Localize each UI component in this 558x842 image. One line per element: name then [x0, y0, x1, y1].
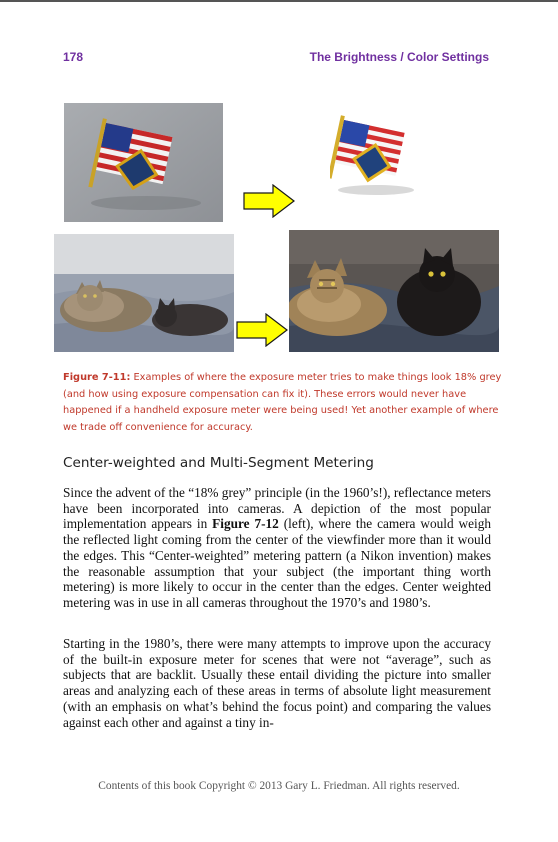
paragraph-text: (left), where the camera would weigh the reflected light coming from the center of the viewfinder more than it would the edges. This “Center-weighted” metering pattern (a Nikon invention) makes the reasonable assumption that your subject (the important thing worth metering) is more likely to occur in the center than the edges. Center weighted metering was in use in all cameras throughout the 1970’s and 1980’s.: [63, 516, 491, 610]
cats-photo-after: [289, 230, 499, 352]
body-paragraph: [63, 485, 491, 611]
figure-caption: [63, 370, 506, 436]
cats-photo-before: [54, 234, 234, 352]
yellow-arrow-icon: [236, 313, 288, 352]
yellow-arrow-icon: [243, 184, 295, 223]
flag-pin-photo-before: [64, 103, 223, 222]
top-border-line: [0, 0, 558, 2]
paragraph-text: Since the advent of the “18% grey” principle (in the 1960’s!), reflectance meters have been incorporated into cameras. A depiction of the most popular implementation appears in: [63, 485, 491, 532]
page-number: 178: [63, 50, 84, 64]
figure-reference: Figure 7-12: [212, 516, 279, 532]
copyright-footer: Contents of this book Copyright © 2013 Gary L. Friedman. All rights reserved.: [98, 780, 460, 792]
body-paragraph: Starting in the 1980’s, there were many attempts to improve upon the accuracy of the built-in exposure meter for scenes that were not “average”, such as subjects that are backlit. Usually these entail dividing the picture into smaller areas and analyzing each of these areas in terms of absolute light measurement (with an emphasis on what’s behind the focus point) and comparing the values against each other and against a tiny in-: [63, 636, 491, 730]
figure-label: Figure 7-11:: [63, 372, 131, 383]
section-heading: Center-weighted and Multi-Segment Metering: [63, 455, 374, 471]
running-head: The Brightness / Color Settings: [309, 50, 489, 64]
flag-pin-photo-after: [330, 108, 420, 200]
figure-caption-text: Examples of where the exposure meter tries to make things look 18% grey (and how using exposure compensation can fix it). These errors would never have happened if a handheld exposure meter were being used! Yet another example of where we trade off convenience for accuracy.: [63, 372, 502, 433]
